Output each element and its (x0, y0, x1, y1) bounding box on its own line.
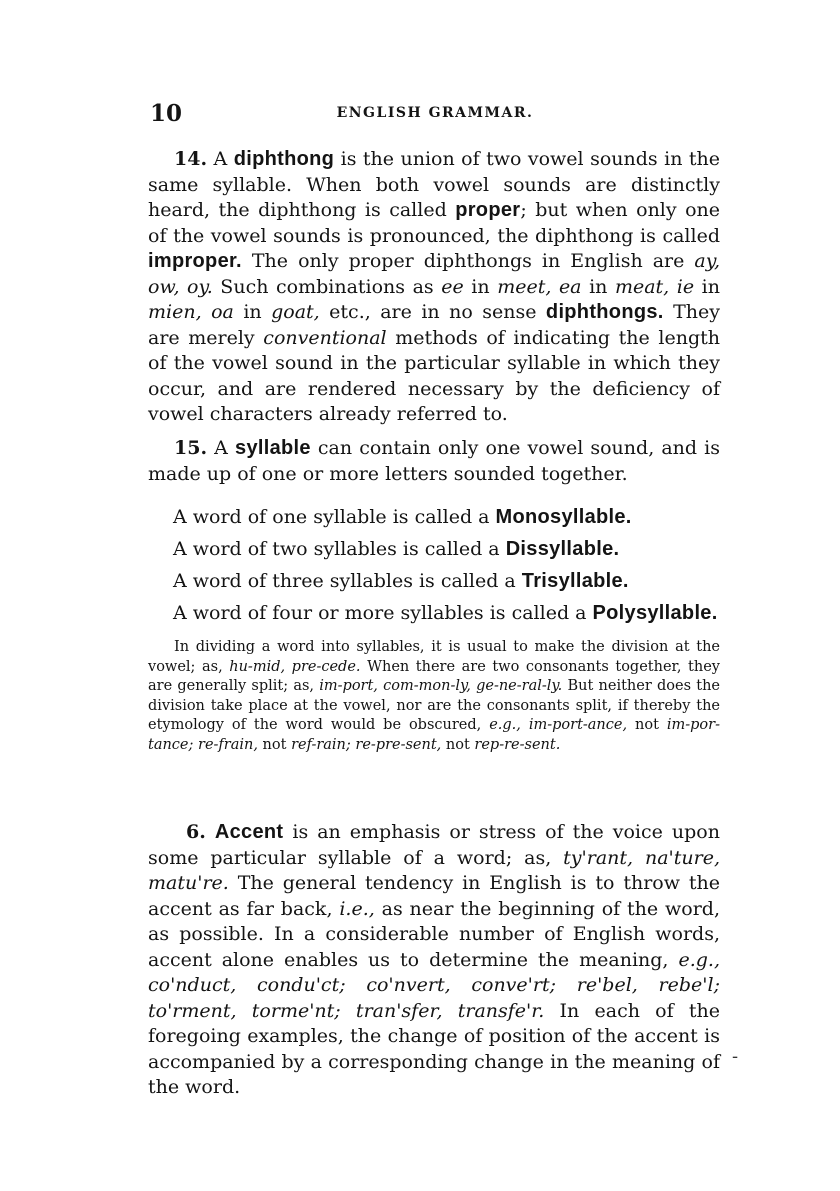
term-diphthongs: diphthongs. (545, 301, 664, 323)
term-accent: Accent (214, 821, 284, 843)
running-title: ENGLISH GRAMMAR. (336, 105, 534, 121)
text-run: The only proper diphthongs in English are (241, 250, 695, 272)
term-proper: proper (455, 199, 521, 221)
definition-item (173, 533, 733, 565)
syllable-division-note (148, 638, 720, 755)
definition-text: A word of four or more syllables is called a (173, 602, 593, 624)
example: hu-mid, pre-cede. (229, 658, 361, 675)
definition-term: Monosyllable. (495, 506, 632, 528)
term-syllable: syllable (235, 437, 311, 459)
definition-text: A word of one syllable is called a (173, 506, 496, 528)
text-run: in (463, 275, 498, 298)
term-improper: improper. (148, 250, 242, 272)
example: im-port, com-mon-ly, ge-ne-ral-ly. (319, 678, 563, 694)
text-run: But neither does the division take place at the vowel, nor are the consonants split, if thereby the etymology of the word would be obscured, (148, 678, 720, 733)
example: ay, ow, oy. (148, 250, 720, 298)
term-diphthong: diphthong (233, 148, 335, 170)
text-run: in (694, 275, 720, 298)
example: ty'rant, na'ture, matu're. (148, 846, 721, 894)
paragraph-syllable (148, 436, 720, 487)
paragraph-diphthong (148, 147, 720, 428)
text-run: ; but when only one of the vowel sounds is pronounced, the diphthong is called (148, 199, 720, 247)
example: mien, (148, 301, 202, 323)
text-run: methods of indicating the length of the vowel sound in the particular syllable in which they occur, and are rendered necessary by the deficiency of vowel characters already referred to. (148, 326, 720, 425)
example: e.g., co'nduct, condu'ct; co'nvert, conve'rt; re'bel, rebe'l; to'rment, torme'nt; tran'sfer, transfe'r. (148, 948, 720, 1022)
section-number: 14. (174, 148, 208, 170)
text-run: not (257, 736, 292, 753)
definition-item (173, 501, 733, 533)
page-header (150, 100, 720, 130)
definition-item (173, 565, 733, 597)
lead-word: A (214, 437, 228, 459)
text-run: In dividing a word into syllables, it is usual to make the division at the vowel; as, (148, 639, 720, 675)
definition-text: A word of two syllables is called a (173, 538, 506, 560)
example: ie (676, 275, 695, 298)
example: ea (558, 275, 582, 298)
text-run: In each of the foregoing examples, the change of position of the accent is accompanied by a corresponding change in the meaning of the word. (148, 999, 721, 1098)
definition-term: Dissyllable. (505, 538, 620, 560)
example: oa (211, 301, 234, 323)
example: rep-re-sent. (474, 736, 561, 753)
text-run: in (581, 275, 615, 298)
definition-text: A word of three syllables is called a (173, 570, 522, 592)
example: e.g., (489, 717, 521, 733)
text-run: in (233, 301, 272, 323)
example: meat, (614, 275, 670, 298)
text-run: not (627, 717, 667, 733)
text-run: The general tendency in English is to throw the accent as far back, (148, 872, 720, 920)
text-run: not (441, 736, 475, 753)
text-run: is an emphasis or stress of the voice upon some particular syllable of a word; as, (148, 821, 720, 869)
example: goat, (271, 301, 320, 323)
page-number: 10 (150, 100, 183, 127)
text-run: is the union of two vowel sounds in the same syllable. When both vowel sounds are distinctly heard, the diphthong is called (148, 148, 721, 221)
definition-term: Polysyllable. (592, 602, 718, 624)
text-run: can contain only one vowel sound, and is made up of one or more letters sounded together. (148, 437, 720, 485)
text-run: When there are two consonants together, they are generally split; as, (148, 658, 720, 694)
text-run: as near the beginning of the word, as possible. In a considerable number of English words, accent alone enables us to determine the meaning, (148, 897, 720, 971)
text-run: etc., are in no sense (319, 301, 546, 323)
paragraph-accent (148, 820, 720, 1101)
lead-word: A (213, 148, 228, 170)
section-number: 15. (174, 437, 208, 459)
text-run: Such combinations as (212, 275, 442, 298)
example: i.e., (339, 897, 375, 920)
example: im-port-ance, (520, 717, 628, 733)
definition-item (173, 597, 733, 629)
text-run: They are merely (148, 301, 720, 349)
example: meet, (497, 275, 552, 298)
section-number: 6. (186, 821, 206, 843)
margin-mark: - (732, 1046, 739, 1067)
example: ee (441, 275, 464, 298)
definition-term: Trisyllable. (521, 570, 629, 592)
example: im-por-tance; re-frain, (148, 717, 720, 753)
example: ref-rain; re-pre-sent, (291, 736, 442, 753)
syllable-definitions (173, 501, 733, 629)
example: conventional (263, 326, 387, 349)
